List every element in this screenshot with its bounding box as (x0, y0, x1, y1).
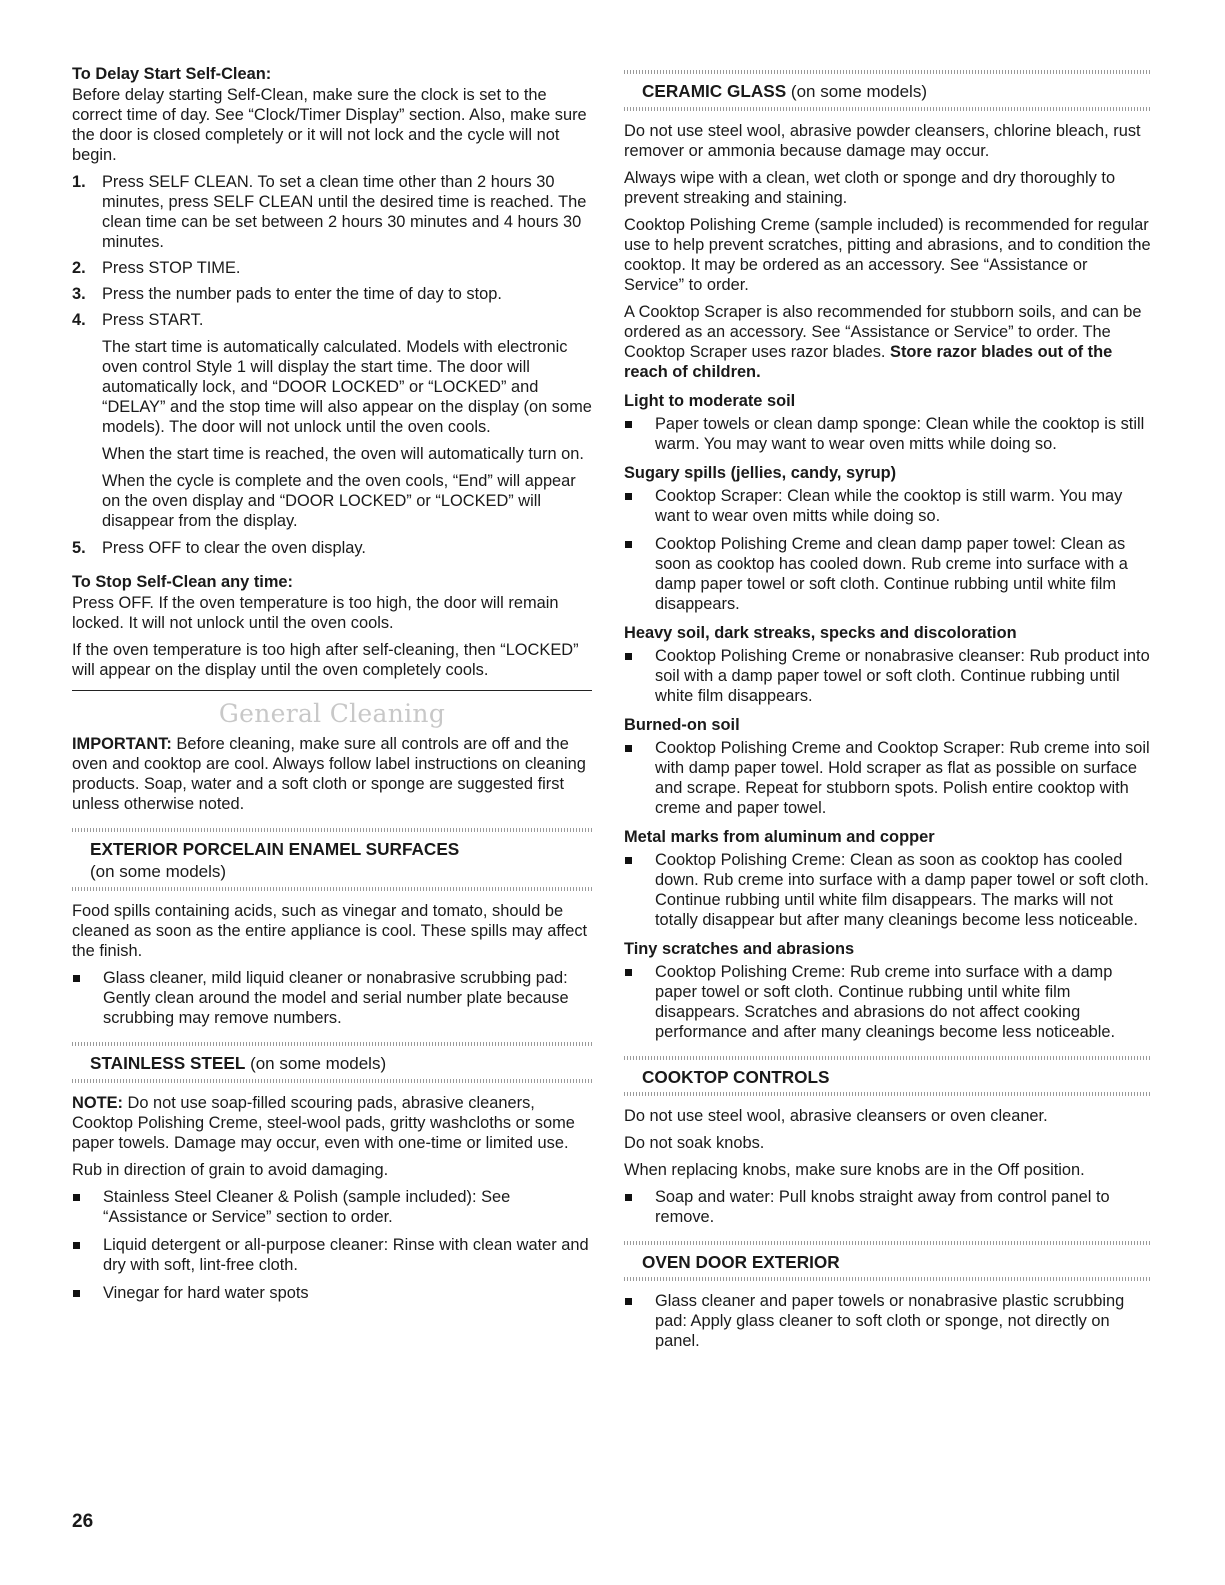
ceramic-paragraph: Do not use steel wool, abrasive powder cleansers, chlorine bleach, rust remover or ammonia because damage may occur. (624, 122, 1141, 160)
left-column (72, 64, 592, 1311)
ceramic-band (624, 70, 1152, 111)
porcelain-bullets (72, 968, 592, 1028)
bullet-icon (625, 653, 632, 660)
right-column (624, 70, 1152, 1359)
important-paragraph: IMPORTANT: Before cleaning, make sure all controls are off and the oven and cooktop are cool. Always follow label instructions on cleaning products. Soap, water and a soft cloth or sponge are suggested first unless otherwise noted. (72, 735, 586, 813)
stop-paragraph: If the oven temperature is too high after self-cleaning, then “LOCKED” will appear on the display until the oven completely cools. (72, 641, 579, 679)
door-band (624, 1241, 1152, 1281)
step-item: 3. Press the number pads to enter the time of day to stop. (72, 285, 502, 303)
soil-section (624, 827, 1152, 930)
ceramic-paragraph: A Cooktop Scraper is also recommended for stubborn soils, and can be ordered as an accessory. See “Assistance or Service” to order. The Cooktop Scraper uses razor blades. Store razor blades out of the reach of children. (624, 303, 1142, 381)
bullet-icon (625, 421, 632, 428)
controls-paragraph: Do not soak knobs. (624, 1134, 765, 1152)
bullet-icon (625, 857, 632, 864)
bullet-icon (625, 745, 632, 752)
soil-section (624, 463, 1152, 614)
list-item: Glass cleaner and paper towels or nonabrasive plastic scrubbing pad: Apply glass cleaner to soft cloth or sponge, not directly on panel. (624, 1291, 1152, 1351)
list-item: Cooktop Scraper: Clean while the cooktop is still warm. You may want to wear oven mitts while doing so. (624, 486, 1152, 526)
list-item: Liquid detergent or all-purpose cleaner: Rinse with clean water and dry with soft, lint-free cloth. (72, 1235, 592, 1275)
stainless-band (72, 1042, 592, 1083)
door-title: OVEN DOOR EXTERIOR (642, 1252, 840, 1272)
bullet-icon (73, 1290, 80, 1297)
band-line (624, 1277, 1152, 1281)
soil-section (624, 391, 1152, 454)
rub-paragraph: Rub in direction of grain to avoid damaging. (72, 1161, 389, 1179)
step-item: 4. Press START. The start time is automatically calculated. Models with electronic oven control Style 1 will display the start time. The door will automatically lock, and “DOOR LOCKED” or “LOCKED” and “DELAY” and the stop time will also appear on the display (on some models). The door will not unlock until the oven cools. When the start time is reached, the oven will automatically turn on. When the cycle is complete and the oven cools, “End” will appear on the oven display and “DOOR LOCKED” or “LOCKED” will disappear from the display. (72, 311, 592, 530)
bullet-icon (625, 1194, 632, 1201)
ceramic-paragraph: Cooktop Polishing Creme (sample included) is recommended for regular use to help prevent scratches, pitting and abrasions, and to condition the cooktop. It may be ordered as an accessory. See “Assistance or Service” to order. (624, 216, 1151, 294)
band-line (72, 1079, 592, 1083)
soil-heading: Metal marks from aluminum and copper (624, 828, 935, 846)
stop-paragraph: Press OFF. If the oven temperature is too high, the door will remain locked. It will not unlock until the oven cools. (72, 594, 559, 632)
page-number: 26 (72, 1511, 94, 1532)
bullet-icon (625, 969, 632, 976)
bullet-icon (73, 1242, 80, 1249)
controls-band (624, 1056, 1152, 1096)
soil-heading: Tiny scratches and abrasions (624, 940, 855, 958)
delay-heading: To Delay Start Self-Clean: (72, 65, 272, 83)
general-cleaning-title: General Cleaning (218, 699, 446, 728)
delay-intro: Before delay starting Self-Clean, make sure the clock is set to the correct time of day. See “Clock/Timer Display” section. Also, make sure the door is closed completely or it will not lock and the cycle will not begin. (72, 86, 587, 164)
stainless-subtitle: (on some models) (245, 1054, 387, 1073)
ceramic-subtitle: (on some models) (786, 82, 927, 101)
stainless-bullets (72, 1187, 592, 1303)
porcelain-text: Food spills containing acids, such as vinegar and tomato, should be cleaned as soon as the entire appliance is cool. These spills may affect the finish. (72, 902, 588, 960)
bullet-icon (625, 1298, 632, 1305)
porcelain-subtitle: (on some models) (90, 862, 227, 881)
ceramic-title: CERAMIC GLASS (642, 81, 787, 101)
porcelain-title: EXTERIOR PORCELAIN ENAMEL SURFACES (90, 839, 460, 859)
stop-heading: To Stop Self-Clean any time: (72, 573, 293, 591)
step-item: 5. Press OFF to clear the oven display. (72, 539, 366, 557)
step-item: 1. Press SELF CLEAN. To set a clean time other than 2 hours 30 minutes, press SELF CLEAN until the desired time is reached. The clean time can be set between 2 hours 30 minutes and 4 hours 30 minutes. (72, 173, 587, 251)
controls-paragraph: When replacing knobs, make sure knobs are in the Off position. (624, 1161, 1085, 1179)
list-item: Cooktop Polishing Creme and Cooktop Scraper: Rub creme into soil with damp paper towel. Hold scraper as flat as possible on surface and scrape. Repeat for stubborn spots. Polish entire cooktop with creme and paper towel. (624, 738, 1152, 818)
bullet-icon (625, 493, 632, 500)
ceramic-paragraph: Always wipe with a clean, wet cloth or sponge and dry thoroughly to prevent streaking and staining. (624, 169, 1116, 207)
list-item: Cooktop Polishing Creme and clean damp paper towel: Clean as soon as cooktop has cooled down. Rub creme into surface with a damp paper towel or soft cloth. Continue rubbing until white film disappears. (624, 534, 1152, 614)
list-item: Paper towels or clean damp sponge: Clean while the cooktop is still warm. You may want to wear oven mitts while doing so. (624, 414, 1152, 454)
list-item: Stainless Steel Cleaner & Polish (sample included): See “Assistance or Service” section to order. (72, 1187, 592, 1227)
list-item: Soap and water: Pull knobs straight away from control panel to remove. (624, 1187, 1152, 1227)
list-item: Glass cleaner, mild liquid cleaner or nonabrasive scrubbing pad: Gently clean around the model and serial number plate because scrubbing may remove numbers. (72, 968, 592, 1028)
bullet-icon (73, 1194, 80, 1201)
soil-section (624, 939, 1152, 1042)
soil-heading: Light to moderate soil (624, 392, 796, 410)
step-note: The start time is automatically calculated. Models with electronic oven control Style 1 will display the start time. The door will automatically lock, and “DOOR LOCKED” or “LOCKED” and “DELAY” and the stop time will also appear on the display (on some models). The door will not unlock until the oven cools. (102, 338, 592, 436)
list-item: Cooktop Polishing Creme: Clean as soon as cooktop has cooled down. Rub creme into surface with a damp paper towel or soft cloth. Continue rubbing until white film disappears. The marks will not totally disappear but after many cleanings become less noticeable. (624, 850, 1152, 930)
bullet-icon (73, 975, 80, 982)
step-item: 2. Press STOP TIME. (72, 259, 241, 277)
band-line (624, 1092, 1152, 1096)
delay-steps (72, 172, 592, 558)
controls-paragraph: Do not use steel wool, abrasive cleansers or oven cleaner. (624, 1107, 1048, 1125)
controls-title: COOKTOP CONTROLS (642, 1067, 830, 1087)
soil-heading: Burned-on soil (624, 716, 740, 734)
soil-section (624, 715, 1152, 818)
band-line (624, 107, 1152, 111)
note-paragraph: NOTE: Do not use soap-filled scouring pads, abrasive cleaners, Cooktop Polishing Creme, steel-wool pads, gritty washcloths or some paper towels. Damage may occur, even with one-time or limited use. (72, 1094, 575, 1152)
stainless-title: STAINLESS STEEL (90, 1053, 246, 1073)
step-note: When the start time is reached, the oven will automatically turn on. (102, 445, 584, 463)
soil-section (624, 623, 1152, 706)
soil-heading: Heavy soil, dark streaks, specks and discoloration (624, 624, 1017, 642)
band-line (72, 887, 592, 891)
bullet-icon (625, 541, 632, 548)
list-item: Vinegar for hard water spots (72, 1283, 592, 1303)
porcelain-band (72, 828, 592, 891)
section-divider (72, 690, 592, 691)
list-item: Cooktop Polishing Creme or nonabrasive cleanser: Rub product into soil with a damp paper towel or soft cloth. Continue rubbing until white film disappears. (624, 646, 1152, 706)
list-item: Cooktop Polishing Creme: Rub creme into surface with a damp paper towel or soft cloth. Continue rubbing until white film disappears. Scratches and abrasions do not affect cooking performance and after many cleanings become less noticeable. (624, 962, 1152, 1042)
step-note: When the cycle is complete and the oven cools, “End” will appear on the oven display and “DOOR LOCKED” or “LOCKED” will disappear from the display. (102, 472, 576, 530)
soil-heading: Sugary spills (jellies, candy, syrup) (624, 464, 897, 482)
